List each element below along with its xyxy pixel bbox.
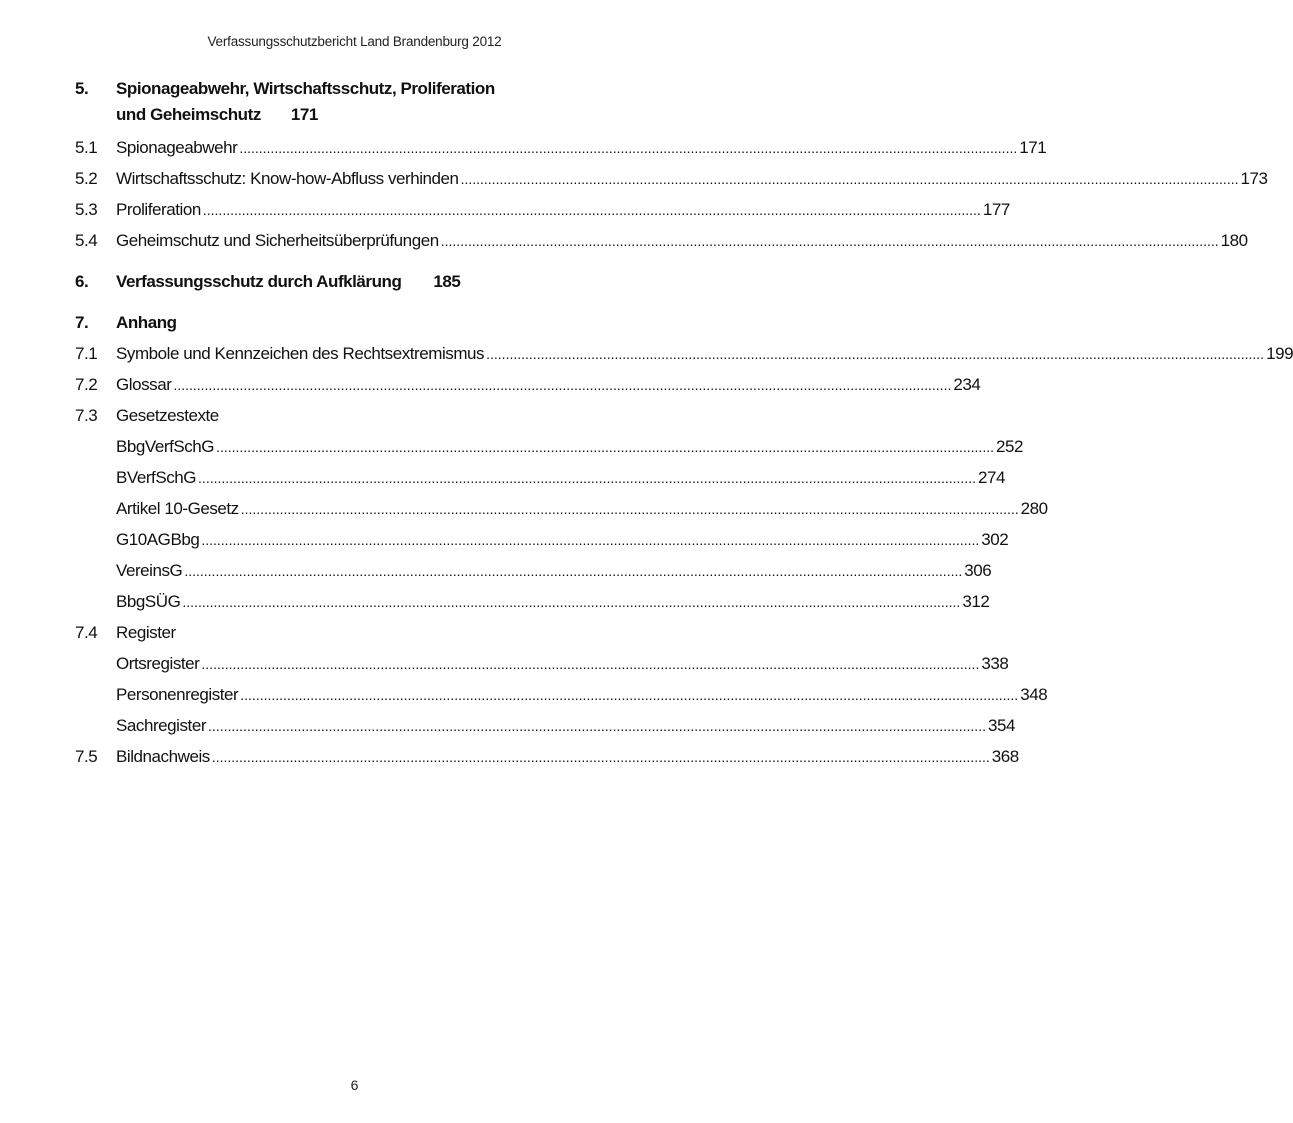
toc-title: Proliferation <box>116 200 201 219</box>
dot-leader: ........................................................................................................................................................................................................ <box>239 140 1018 156</box>
dot-leader: ........................................................................................................................................................................................................ <box>184 563 963 579</box>
dot-leader: ........................................................................................................................................................................................................ <box>460 171 1239 187</box>
dot-leader: ........................................................................................................................................................................................................ <box>201 656 980 672</box>
toc-entry-law[interactable] <box>75 493 1048 524</box>
toc-number: 5. <box>75 79 89 98</box>
toc-entry-law[interactable] <box>75 431 1024 462</box>
toc-number: 7.1 <box>75 344 98 363</box>
toc-page: 173 <box>1240 169 1268 188</box>
toc-page: 274 <box>977 468 1005 487</box>
dot-leader: ........................................................................................................................................................................................................ <box>198 470 976 486</box>
toc-page: 171 <box>290 105 318 124</box>
toc-page: 177 <box>982 200 1010 219</box>
toc-entry-5-1[interactable] <box>75 132 1047 163</box>
toc-entry-law[interactable] <box>75 462 1005 493</box>
toc-page: 185 <box>433 272 461 291</box>
toc-title: BbgVerfSchG <box>116 437 215 456</box>
toc-entry-5-3[interactable] <box>75 194 1010 225</box>
toc-title: Anhang <box>116 313 177 332</box>
toc-page: 302 <box>981 530 1009 549</box>
toc-entry-law[interactable] <box>75 555 992 586</box>
toc-number: 5.1 <box>75 138 98 157</box>
toc-page: 171 <box>1019 138 1047 157</box>
toc-page: 312 <box>962 592 990 611</box>
toc-title: Verfassungsschutz durch Aufklärung <box>116 272 402 291</box>
toc-title: Register <box>116 623 176 642</box>
toc-title: Gesetzestexte <box>116 406 219 425</box>
toc-title: Symbole und Kennzeichen des Rechtsextremismus <box>116 344 485 363</box>
toc-entry-7-3[interactable] <box>75 400 632 431</box>
toc-title: und Geheimschutz <box>116 105 261 124</box>
dot-leader: ........................................................................................................................................................................................................ <box>173 377 952 393</box>
toc-entry-register[interactable] <box>75 679 1048 710</box>
toc-title: Ortsregister <box>116 654 200 673</box>
dot-leader: ........................................................................................................................................................................................................ <box>440 233 1219 249</box>
spacer <box>75 256 632 266</box>
dot-leader: ........................................................................................................................................................................................................ <box>486 346 1265 362</box>
spacer <box>75 297 632 307</box>
toc-title: BbgSÜG <box>116 592 181 611</box>
toc-page: 338 <box>981 654 1009 673</box>
toc-number: 7.3 <box>75 406 98 425</box>
dot-leader: ........................................................................................................................................................................................................ <box>240 501 1019 517</box>
toc-page: 234 <box>953 375 981 394</box>
toc-entry-5-4[interactable] <box>75 225 1248 256</box>
toc-page: 306 <box>964 561 992 580</box>
dot-leader: ........................................................................................................................................................................................................ <box>208 718 986 734</box>
toc-title: Spionageabwehr, Wirtschaftsschutz, Proliferation <box>116 79 495 98</box>
dot-leader: ........................................................................................................................................................................................................ <box>182 594 961 610</box>
toc-page: 199 <box>1266 344 1293 363</box>
toc-number: 5.2 <box>75 169 98 188</box>
toc-entry-register[interactable] <box>75 648 1009 679</box>
page-number: 6 <box>350 1077 359 1093</box>
toc-title: Glossar <box>116 375 172 394</box>
toc-title: Personenregister <box>116 685 239 704</box>
toc-chapter-7[interactable] <box>75 307 632 338</box>
toc-entry-5-2[interactable] <box>75 163 1268 194</box>
dot-leader: ........................................................................................................................................................................................................ <box>216 439 994 455</box>
toc-title: Wirtschaftsschutz: Know-how-Abfluss verhinden <box>116 169 459 188</box>
toc-number: 5.3 <box>75 200 98 219</box>
dot-leader: ........................................................................................................................................................................................................ <box>201 532 980 548</box>
toc-page: 354 <box>987 716 1015 735</box>
toc-title: Artikel 10-Gesetz <box>116 499 239 518</box>
toc-entry-law[interactable] <box>75 524 1009 555</box>
toc-title: Sachregister <box>116 716 207 735</box>
toc-title: Bildnachweis <box>116 747 210 766</box>
toc-number: 7.5 <box>75 747 98 766</box>
toc-entry-7-1[interactable] <box>75 338 1293 369</box>
toc-page: 348 <box>1020 685 1048 704</box>
toc-title: VereinsG <box>116 561 183 580</box>
toc-entry-register[interactable] <box>75 710 1015 741</box>
toc-title: BVerfSchG <box>116 468 197 487</box>
toc-title: Geheimschutz und Sicherheitsüberprüfungen <box>116 231 439 250</box>
toc-entry-7-5[interactable] <box>75 741 1019 772</box>
toc-entry-7-4[interactable] <box>75 617 632 648</box>
running-header: Verfassungsschutzbericht Land Brandenburg 2012 <box>207 34 502 49</box>
table-of-contents <box>75 76 1293 772</box>
toc-number: 7. <box>75 313 89 332</box>
dot-leader: ........................................................................................................................................................................................................ <box>211 749 990 765</box>
toc-title: Spionageabwehr <box>116 138 238 157</box>
toc-number: 7.4 <box>75 623 98 642</box>
toc-entry-law[interactable] <box>75 586 990 617</box>
toc-entry-7-2[interactable] <box>75 369 981 400</box>
toc-page: 368 <box>991 747 1019 766</box>
dot-leader: ........................................................................................................................................................................................................ <box>202 202 981 218</box>
dot-leader: ........................................................................................................................................................................................................ <box>240 687 1019 703</box>
toc-number: 5.4 <box>75 231 98 250</box>
toc-number: 7.2 <box>75 375 98 394</box>
toc-title: G10AGBbg <box>116 530 200 549</box>
toc-page: 280 <box>1020 499 1048 518</box>
toc-page: 252 <box>996 437 1024 456</box>
toc-chapter-6[interactable] <box>75 266 632 297</box>
toc-number: 6. <box>75 272 89 291</box>
toc-page: 180 <box>1220 231 1248 250</box>
toc-chapter-5[interactable] <box>75 76 632 128</box>
